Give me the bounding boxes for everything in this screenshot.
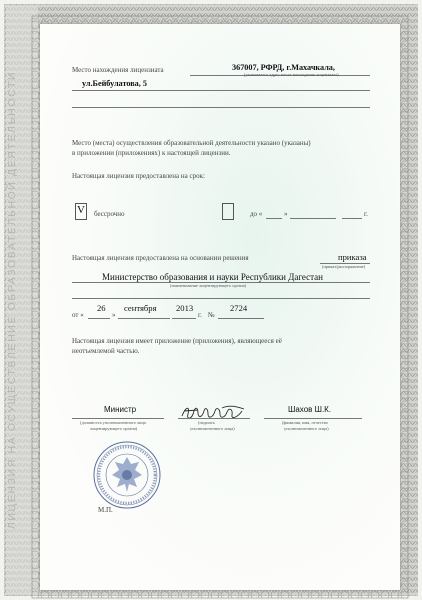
until-day-line xyxy=(266,218,282,219)
until-mid: » xyxy=(284,210,288,218)
until-year-line xyxy=(342,218,362,219)
decision-caption: (приказ/распоряжение) xyxy=(322,264,366,269)
appendix-note-line2: неотъемлемой частью. xyxy=(72,347,140,355)
appendix-note-line1: Настоящая лицензия имеет приложение (приложения), являющееся её xyxy=(72,337,282,345)
signer-name: Шахов Ш.К. xyxy=(288,405,332,414)
position-caption-2: лицензирующего органа) xyxy=(90,426,138,431)
term-label: Настоящая лицензия предоставлена на срок: xyxy=(72,172,205,180)
address-value-line2: ул.Бейбулатова, 5 xyxy=(82,79,147,88)
year-line xyxy=(172,318,196,319)
position-caption-1: (должность уполномоченного лица xyxy=(80,420,146,425)
date-prefix: от « xyxy=(72,311,84,319)
address-line2 xyxy=(72,90,370,91)
decision-year: 2013 xyxy=(176,303,194,313)
places-text-line1: Место (места) осуществления образовательной деятельности указано (указаны) xyxy=(72,139,311,147)
authority: Министерство образования и науки Республики Дагестан xyxy=(102,272,323,282)
address-line3 xyxy=(72,107,370,108)
side-title: ЛИЦЕНЗИЯ НА ОСУЩЕСТВЛЕНИЕ ОБРАЗОВАТЕЛЬНОЙ ДЕЯТЕЛЬНОСТИ xyxy=(6,70,18,530)
until-checkbox xyxy=(222,203,234,220)
authority-caption: (наименование лицензирующего органа) xyxy=(170,283,247,288)
month-line xyxy=(118,318,170,319)
until-month-line xyxy=(290,218,336,219)
name-caption-1: (фамилия, имя, отчество xyxy=(282,420,328,425)
signature-caption-2: уполномоченного лица) xyxy=(190,426,235,431)
basis-label: Настоящая лицензия предоставлена на основании решения xyxy=(72,254,249,262)
number-line xyxy=(218,318,264,319)
basis-extra-line xyxy=(72,298,370,299)
address-label: Место нахождения лицензиата xyxy=(72,66,164,74)
decision-number: 2724 xyxy=(230,303,248,313)
decision-day: 26 xyxy=(97,303,106,313)
year-suffix: г. xyxy=(198,311,202,319)
signature-line xyxy=(178,418,250,419)
places-text-line2: в приложении (приложениях) к настоящей лицензии. xyxy=(72,149,231,157)
term-indefinite: бессрочно xyxy=(94,210,125,218)
decision-type: приказа xyxy=(338,252,367,262)
signature-caption-1: (подпись xyxy=(198,420,215,425)
signer-position: Министр xyxy=(104,405,137,414)
position-line xyxy=(72,418,164,419)
address-caption: (указывается адрес места нахождения лицензиата) xyxy=(244,72,339,77)
official-seal xyxy=(92,440,162,510)
name-line xyxy=(264,418,362,419)
decision-month: сентября xyxy=(124,303,157,313)
number-sign: № xyxy=(208,311,215,319)
address-value-line1: 367007, РФРД, г.Махачкала, xyxy=(232,63,335,72)
stamp-label: М.П. xyxy=(98,506,113,514)
until-year-suffix: г. xyxy=(364,210,368,218)
date-mid: » xyxy=(112,311,116,319)
until-prefix: до « xyxy=(250,210,263,218)
day-line xyxy=(88,318,110,319)
check-mark: V xyxy=(77,204,85,216)
name-caption-2: уполномоченного лица) xyxy=(284,426,329,431)
